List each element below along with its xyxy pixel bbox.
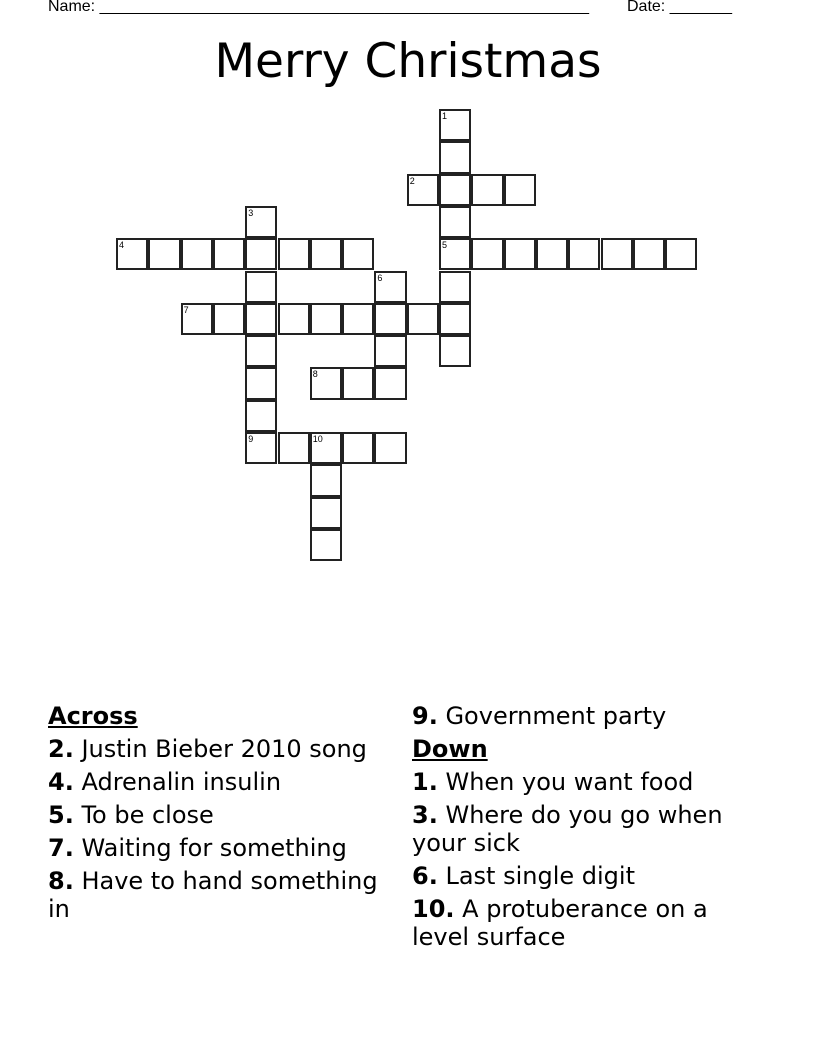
crossword-cell[interactable] — [439, 141, 471, 173]
crossword-cell[interactable] — [374, 367, 406, 399]
crossword-cell[interactable] — [213, 238, 245, 270]
crossword-cell[interactable] — [278, 432, 310, 464]
clue-number: 6. — [412, 862, 438, 890]
clue-number: 10. — [412, 895, 455, 923]
cell-number: 7 — [183, 304, 189, 315]
clue-number: 8. — [48, 867, 74, 895]
crossword-cell[interactable] — [245, 335, 277, 367]
crossword-cell[interactable] — [245, 367, 277, 399]
crossword-cell[interactable] — [245, 400, 277, 432]
crossword-cell[interactable] — [342, 367, 374, 399]
clues-left-column — [48, 702, 378, 928]
crossword-cell[interactable] — [374, 303, 406, 335]
crossword-cell[interactable] — [245, 432, 277, 464]
crossword-cell[interactable] — [310, 303, 342, 335]
clue-across-2 — [48, 735, 378, 763]
crossword-cell[interactable] — [213, 303, 245, 335]
crossword-cell[interactable] — [181, 303, 213, 335]
name-field-label: Name: _______________________________________________________ — [48, 0, 589, 15]
clue-text: Adrenalin insulin — [73, 768, 282, 796]
crossword-cell[interactable] — [439, 303, 471, 335]
across-heading: Across — [48, 702, 138, 730]
clue-down-10 — [412, 895, 752, 951]
cell-number: 4 — [119, 240, 125, 251]
crossword-cell[interactable] — [471, 238, 503, 270]
crossword-cell[interactable] — [407, 303, 439, 335]
clue-text: Justin Bieber 2010 song — [73, 735, 367, 763]
crossword-cell[interactable] — [568, 238, 600, 270]
crossword-cell[interactable] — [439, 174, 471, 206]
crossword-cell[interactable] — [278, 238, 310, 270]
clue-number: 7. — [48, 834, 74, 862]
crossword-cell[interactable] — [342, 432, 374, 464]
cell-number: 2 — [409, 175, 415, 186]
clue-number: 1. — [412, 768, 438, 796]
crossword-cell[interactable] — [245, 206, 277, 238]
crossword-cell[interactable] — [633, 238, 665, 270]
clue-across-4 — [48, 768, 378, 796]
crossword-cell[interactable] — [310, 464, 342, 496]
crossword-cell[interactable] — [374, 271, 406, 303]
crossword-cell[interactable] — [245, 271, 277, 303]
clue-across-8 — [48, 867, 378, 923]
crossword-cell[interactable] — [342, 238, 374, 270]
crossword-cell[interactable] — [310, 367, 342, 399]
crossword-cell[interactable] — [536, 238, 568, 270]
clue-text: Where do you go when your sick — [412, 801, 723, 857]
clue-text: A protuberance on a level surface — [412, 895, 708, 951]
cell-number: 9 — [248, 434, 254, 444]
clue-text: Government party — [437, 702, 667, 730]
crossword-cell[interactable] — [439, 206, 471, 238]
crossword-cell[interactable] — [181, 238, 213, 270]
crossword-cell[interactable] — [407, 174, 439, 206]
crossword-cell[interactable] — [439, 238, 471, 270]
crossword-cell[interactable] — [116, 238, 148, 270]
clue-number: 2. — [48, 735, 74, 763]
page-title: Merry Christmas — [214, 34, 602, 89]
clue-down-3 — [412, 801, 752, 857]
crossword-cell[interactable] — [342, 303, 374, 335]
clue-text: Waiting for something — [73, 834, 347, 862]
clues-right-column — [412, 702, 752, 956]
crossword-cell[interactable] — [439, 335, 471, 367]
crossword-cell[interactable] — [504, 238, 536, 270]
clue-across-9 — [412, 702, 752, 730]
clue-text: Have to hand something in — [48, 867, 378, 923]
cell-number: 10 — [312, 434, 323, 444]
crossword-cell[interactable] — [439, 271, 471, 303]
date-field-label: Date: _______ — [627, 0, 732, 15]
clue-down-6 — [412, 862, 752, 890]
clue-number: 5. — [48, 801, 74, 829]
crossword-cell[interactable] — [504, 174, 536, 206]
clue-number: 3. — [412, 801, 438, 829]
crossword-cell[interactable] — [374, 335, 406, 367]
cell-number: 6 — [377, 272, 383, 283]
clue-text: Last single digit — [437, 862, 635, 890]
crossword-cell[interactable] — [665, 238, 697, 270]
down-heading: Down — [412, 735, 488, 763]
clue-number: 4. — [48, 768, 74, 796]
crossword-cell[interactable] — [601, 238, 633, 270]
crossword-cell[interactable] — [245, 303, 277, 335]
crossword-cell[interactable] — [310, 497, 342, 529]
crossword-cell[interactable] — [310, 238, 342, 270]
clue-text: When you want food — [437, 768, 694, 796]
cell-number: 5 — [442, 240, 448, 251]
clue-across-5 — [48, 801, 378, 829]
crossword-cell[interactable] — [310, 529, 342, 561]
clue-across-7 — [48, 834, 378, 862]
clue-down-1 — [412, 768, 752, 796]
crossword-cell[interactable] — [148, 238, 180, 270]
crossword-cell[interactable] — [278, 303, 310, 335]
crossword-cell[interactable] — [439, 109, 471, 141]
cell-number: 3 — [248, 207, 254, 218]
cell-number: 8 — [312, 369, 318, 380]
cell-number: 1 — [442, 111, 448, 121]
clue-number: 9. — [412, 702, 438, 730]
crossword-cell[interactable] — [245, 238, 277, 270]
crossword-cell[interactable] — [471, 174, 503, 206]
crossword-cell[interactable] — [310, 432, 342, 464]
crossword-cell[interactable] — [374, 432, 406, 464]
clue-text: To be close — [73, 801, 214, 829]
